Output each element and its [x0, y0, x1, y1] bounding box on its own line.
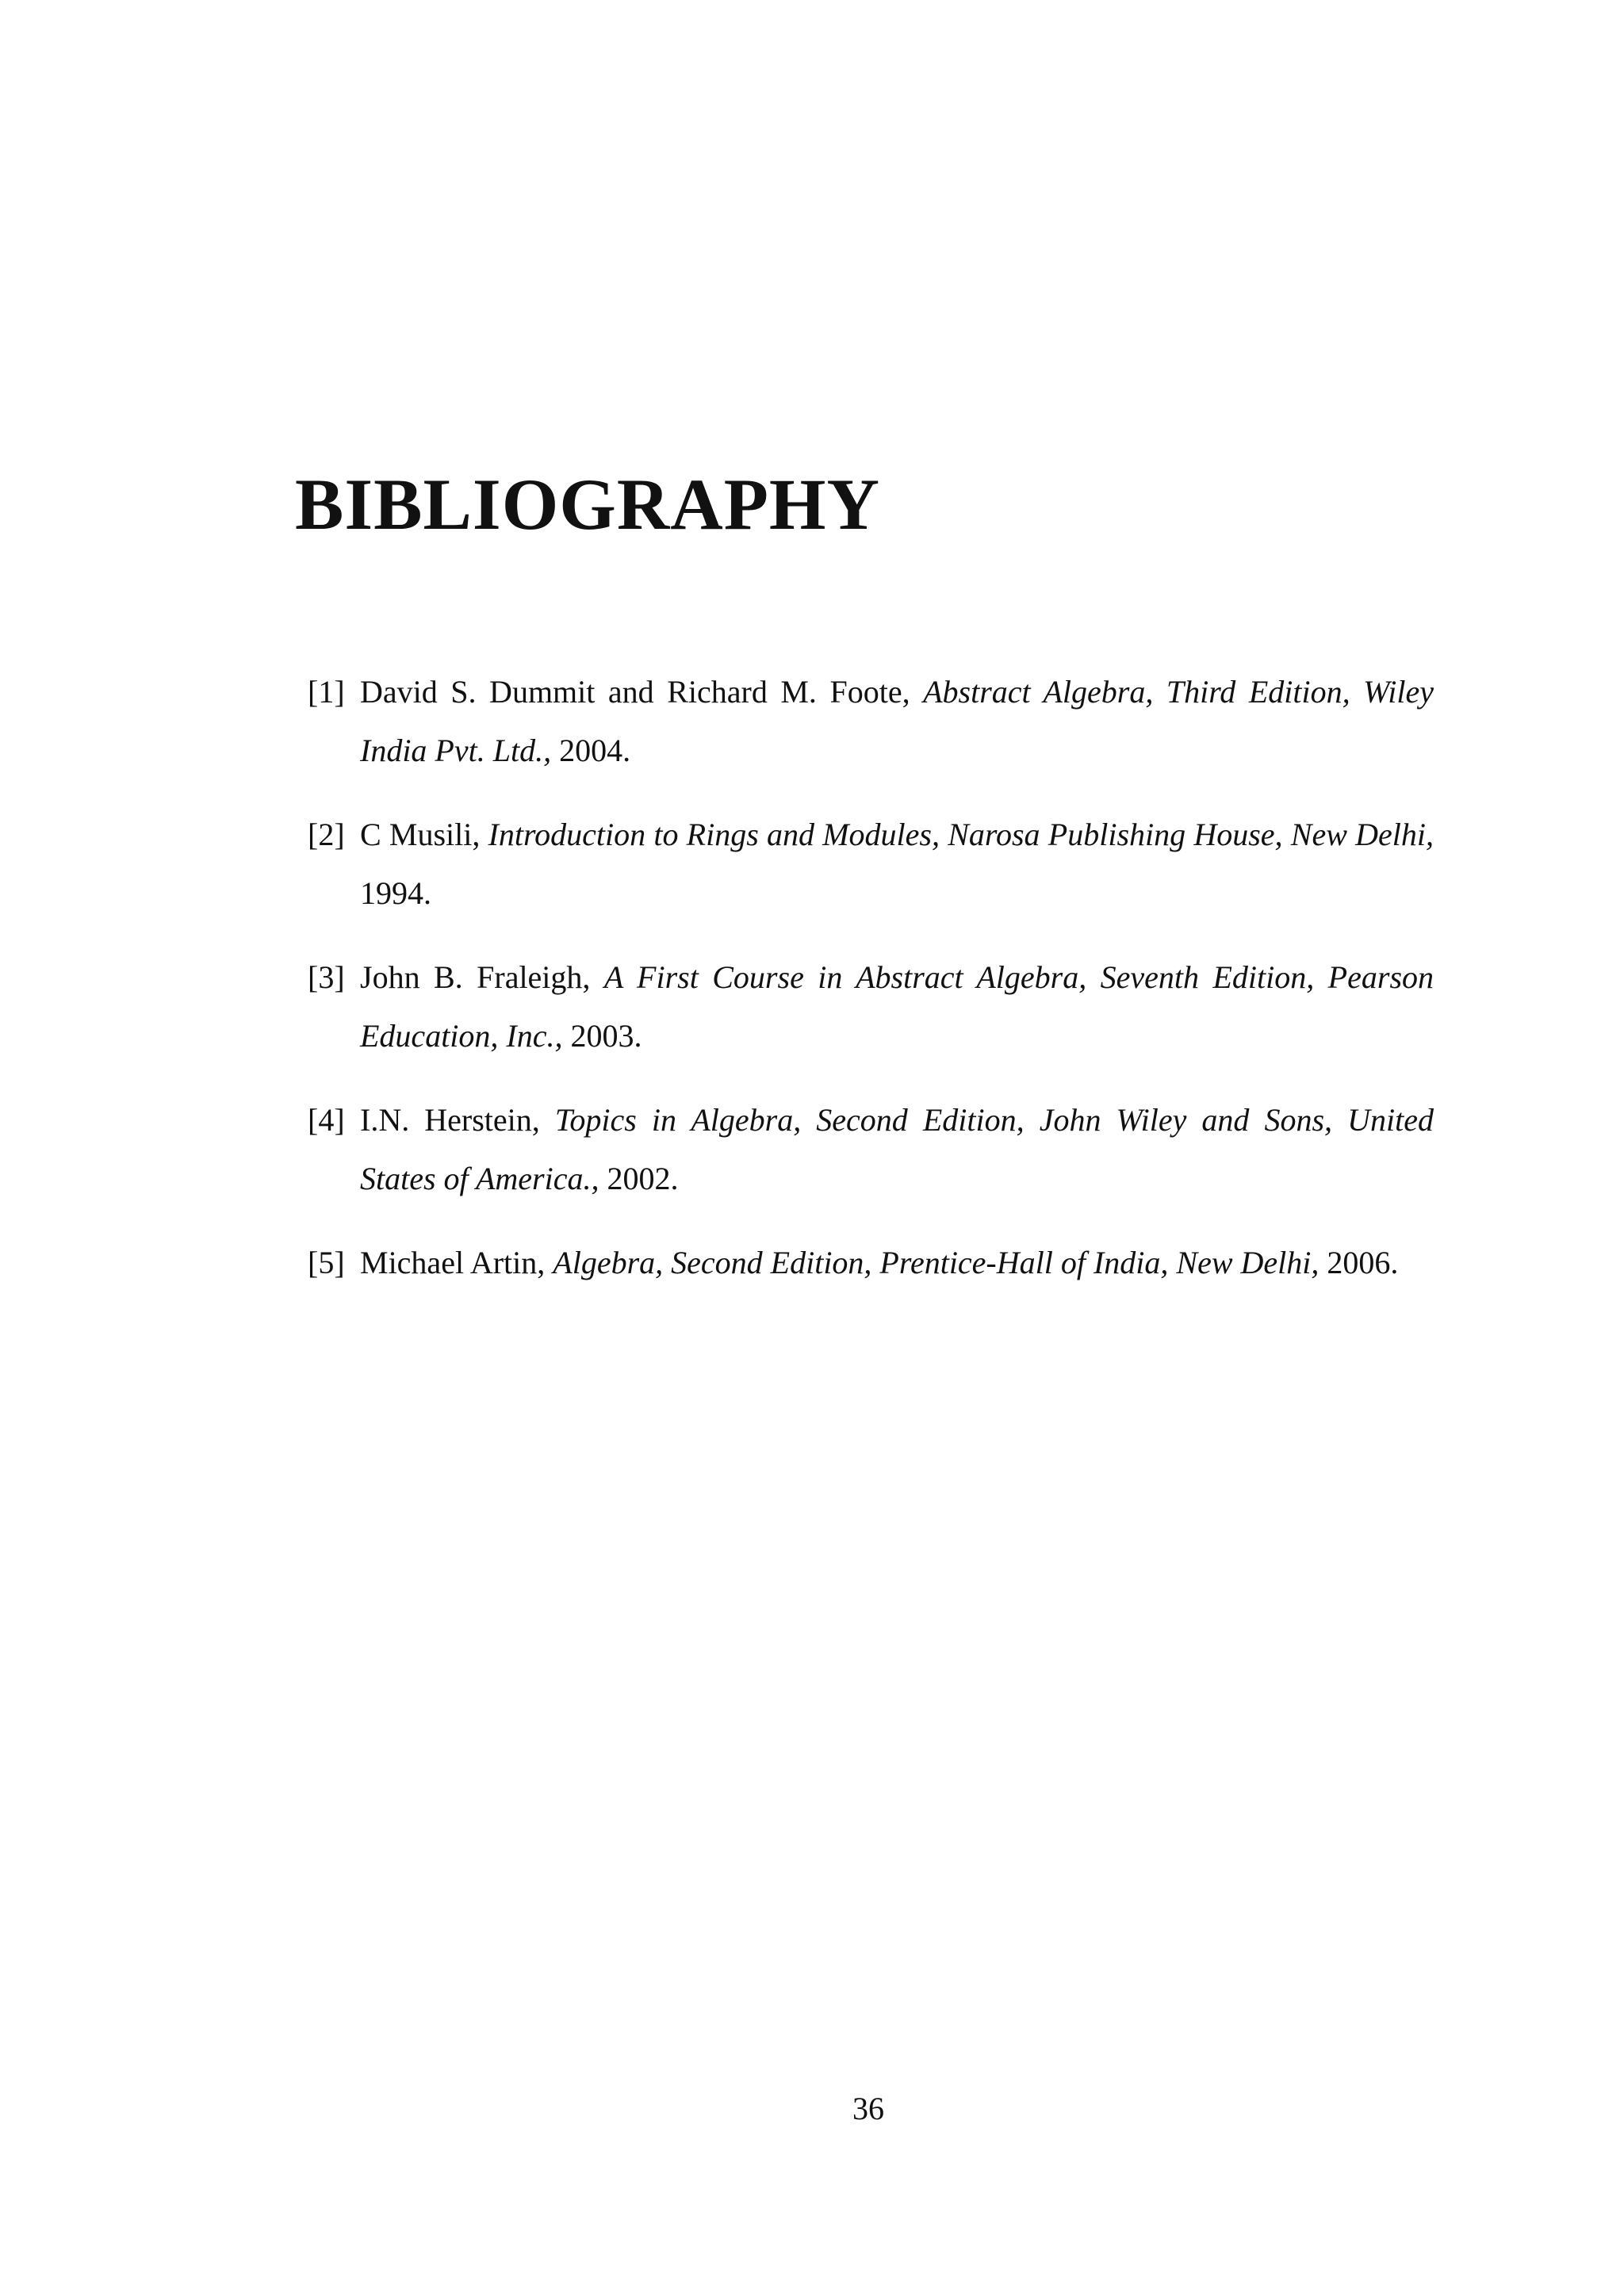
bibliography-entry — [308, 1091, 1434, 1208]
entry-author: C Musili, — [360, 817, 488, 852]
page-title: BIBLIOGRAPHY — [295, 464, 880, 545]
entry-year: 2006. — [1319, 1245, 1399, 1280]
entry-number: [4] — [308, 1102, 345, 1138]
bibliography-entry — [308, 948, 1434, 1066]
bibliography-list — [308, 663, 1434, 1318]
entry-author: Michael Artin, — [360, 1245, 553, 1280]
entry-year: 2003. — [562, 1018, 642, 1054]
entry-year: 2004. — [551, 733, 631, 768]
bibliography-entry — [308, 806, 1434, 923]
entry-author: John B. Fraleigh, — [360, 959, 604, 995]
entry-author: David S. Dummit and Richard M. Foote, — [360, 674, 924, 710]
entry-title: Introduction to Rings and Modules, Narosa Publishing House, New Delhi, — [488, 817, 1434, 852]
entry-year: 1994. — [360, 875, 431, 911]
bibliography-entry — [308, 663, 1434, 780]
entry-number: [2] — [308, 817, 345, 852]
entry-author: I.N. Herstein, — [360, 1102, 555, 1138]
entry-number: [5] — [308, 1245, 345, 1280]
entry-title: A First Course in Abstract Algebra, Seventh Edition, Pearson Education, Inc., — [360, 959, 1434, 1054]
page-number: 36 — [852, 2091, 884, 2126]
bibliography-entry — [308, 1234, 1434, 1292]
entry-title: Algebra, Second Edition, Prentice-Hall of India, New Delhi, — [553, 1245, 1320, 1280]
entry-title: Abstract Algebra, Third Edition, Wiley India Pvt. Ltd., — [360, 674, 1434, 768]
entry-title: Topics in Algebra, Second Edition, John Wiley and Sons, United States of America., — [360, 1102, 1434, 1196]
entry-number: [3] — [308, 959, 345, 995]
entry-year: 2002. — [599, 1161, 679, 1196]
entry-number: [1] — [308, 674, 345, 710]
